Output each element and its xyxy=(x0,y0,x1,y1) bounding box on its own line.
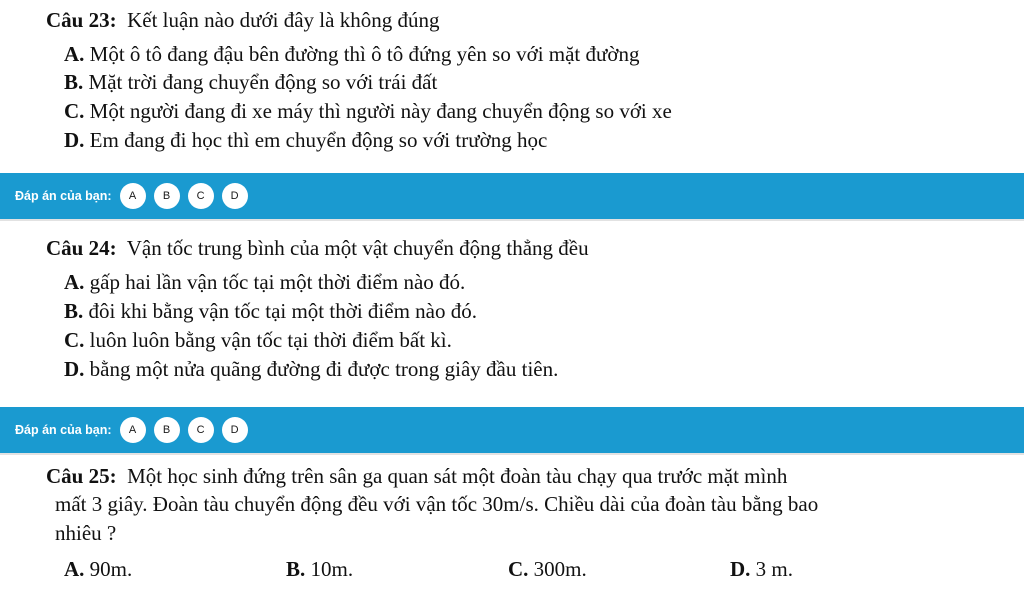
question-23-text: Kết luận nào dưới đây là không đúng xyxy=(127,8,440,32)
option-letter: D. xyxy=(64,128,85,152)
question-25-label: Câu 25: xyxy=(46,464,117,488)
answer-bar-label: Đáp án của bạn: xyxy=(15,189,112,203)
option-letter: C. xyxy=(508,557,529,581)
question-23-option-c xyxy=(64,97,672,125)
question-25-option-a xyxy=(64,555,132,583)
option-text: Một người đang đi xe máy thì người này đang chuyển động so với xe xyxy=(89,99,672,123)
option-letter: D. xyxy=(730,557,751,581)
answer-choice-a[interactable]: A xyxy=(120,417,146,443)
question-25-option-c xyxy=(508,555,587,583)
option-letter: C. xyxy=(64,328,85,352)
question-24-option-b xyxy=(64,297,477,325)
question-23-option-a xyxy=(64,40,640,68)
question-25-text-line1: Một học sinh đứng trên sân ga quan sát một đoàn tàu chạy qua trước mặt mình xyxy=(127,464,788,488)
question-25-text-line3: nhiêu ? xyxy=(55,521,117,545)
option-letter: C. xyxy=(64,99,85,123)
option-text: bằng một nửa quãng đường đi được trong giây đầu tiên. xyxy=(89,357,559,381)
question-24-option-d xyxy=(64,355,558,383)
option-text: 300m. xyxy=(533,557,587,581)
answer-choice-c[interactable]: C xyxy=(188,183,214,209)
option-text: 10m. xyxy=(310,557,354,581)
question-23-option-d xyxy=(64,126,547,154)
option-text: đôi khi bằng vận tốc tại một thời điểm nào đó. xyxy=(88,299,477,323)
option-letter: A. xyxy=(64,42,85,66)
question-24-option-c xyxy=(64,326,452,354)
answer-bar-24 xyxy=(0,407,1024,453)
question-24-text: Vận tốc trung bình của một vật chuyển động thẳng đều xyxy=(126,236,589,260)
option-letter: B. xyxy=(64,299,84,323)
option-text: Mặt trời đang chuyển động so với trái đất xyxy=(88,70,438,94)
question-23-label: Câu 23: xyxy=(46,8,117,32)
option-text: gấp hai lần vận tốc tại một thời điểm nào đó. xyxy=(89,270,466,294)
divider xyxy=(0,453,1024,455)
option-letter: D. xyxy=(64,357,85,381)
question-23-title xyxy=(46,6,439,34)
divider xyxy=(0,219,1024,221)
answer-choice-c[interactable]: C xyxy=(188,417,214,443)
question-25-text-line2: mất 3 giây. Đoàn tàu chuyển động đều với vận tốc 30m/s. Chiều dài của đoàn tàu bằng bao xyxy=(55,492,819,516)
option-letter: B. xyxy=(286,557,306,581)
option-text: luôn luôn bằng vận tốc tại thời điểm bất kì. xyxy=(89,328,452,352)
answer-choice-d[interactable]: D xyxy=(222,417,248,443)
option-letter: B. xyxy=(64,70,84,94)
answer-choice-d[interactable]: D xyxy=(222,183,248,209)
option-text: Em đang đi học thì em chuyển động so với trường học xyxy=(89,128,548,152)
option-text: Một ô tô đang đậu bên đường thì ô tô đứng yên so với mặt đường xyxy=(89,42,640,66)
question-24-option-a xyxy=(64,268,465,296)
question-24-label: Câu 24: xyxy=(46,236,117,260)
question-24-title xyxy=(46,234,589,262)
question-25-option-d xyxy=(730,555,793,583)
answer-bar-23 xyxy=(0,173,1024,219)
answer-choice-b[interactable]: B xyxy=(154,417,180,443)
answer-bar-label: Đáp án của bạn: xyxy=(15,423,112,437)
question-25-option-b xyxy=(286,555,353,583)
question-23-option-b xyxy=(64,68,437,96)
answer-choice-b[interactable]: B xyxy=(154,183,180,209)
option-text: 3 m. xyxy=(755,557,794,581)
option-text: 90m. xyxy=(89,557,133,581)
answer-choice-a[interactable]: A xyxy=(120,183,146,209)
option-letter: A. xyxy=(64,270,85,294)
question-25-title xyxy=(46,462,787,490)
option-letter: A. xyxy=(64,557,85,581)
